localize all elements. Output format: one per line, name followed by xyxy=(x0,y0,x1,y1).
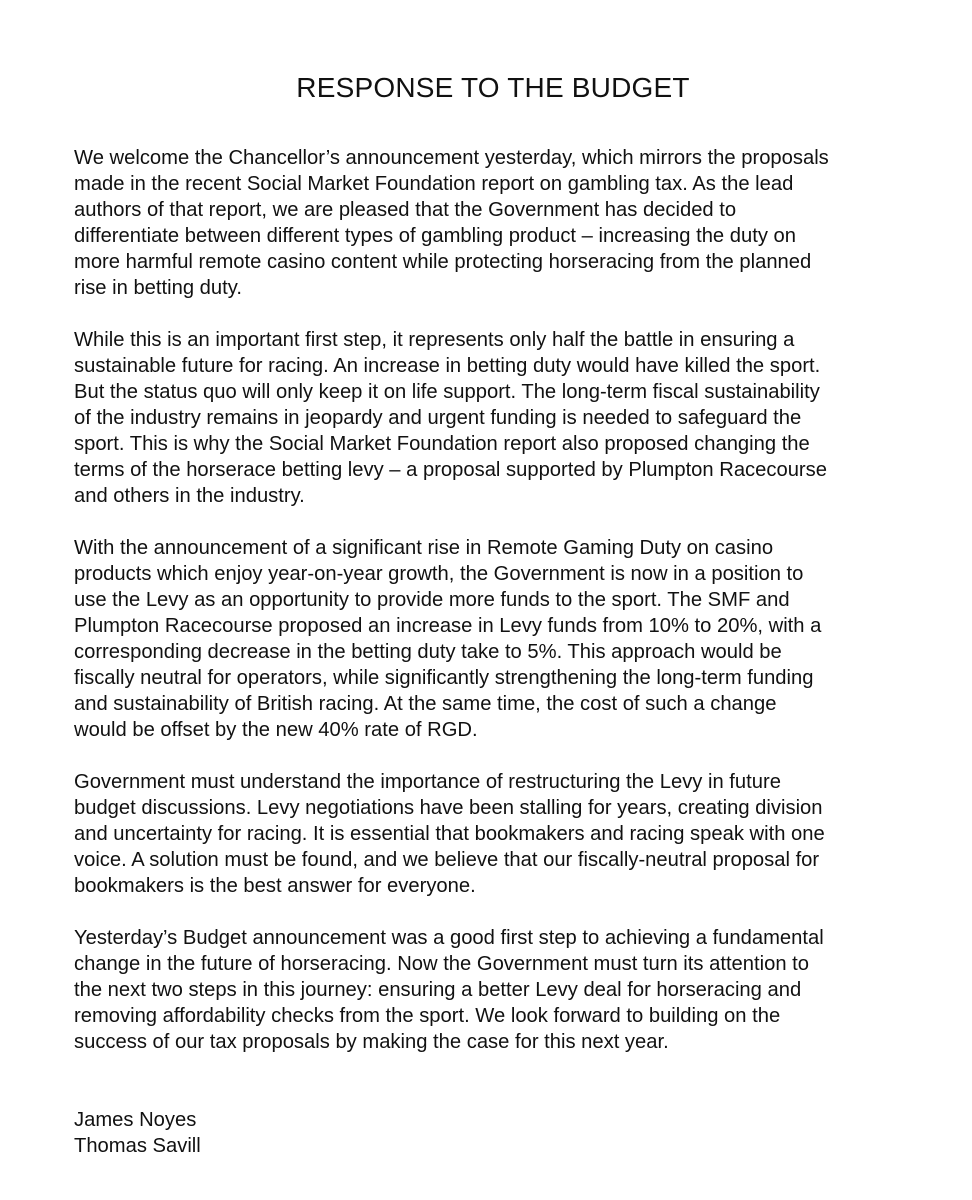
paragraph-line: removing affordability checks from the sport. We look forward to building on the xyxy=(74,1005,781,1027)
document-body xyxy=(74,145,912,1055)
paragraph-line: bookmakers is the best answer for everyone. xyxy=(74,875,476,897)
paragraph-line: differentiate between different types of gambling product – increasing the duty on xyxy=(74,225,796,247)
paragraph-line: authors of that report, we are pleased that the Government has decided to xyxy=(74,199,737,221)
paragraph-line: With the announcement of a significant rise in Remote Gaming Duty on casino xyxy=(74,537,774,559)
paragraph-next-steps xyxy=(74,925,912,1055)
paragraph-line: the next two steps in this journey: ensuring a better Levy deal for horseracing and xyxy=(74,979,802,1001)
paragraph-line: voice. A solution must be found, and we believe that our fiscally-neutral proposal for xyxy=(74,849,820,871)
paragraph-line: products which enjoy year-on-year growth, the Government is now in a position to xyxy=(74,563,804,585)
paragraph-line: terms of the horserace betting levy – a proposal supported by Plumpton Racecourse xyxy=(74,459,827,481)
signatory-name: Thomas Savill xyxy=(74,1135,201,1157)
paragraph-remote-gaming-duty xyxy=(74,535,912,743)
paragraph-line: corresponding decrease in the betting duty take to 5%. This approach would be xyxy=(74,641,782,663)
paragraph-line: We welcome the Chancellor’s announcement yesterday, which mirrors the proposals xyxy=(74,147,829,169)
signature-block xyxy=(74,1107,912,1159)
paragraph-line: of the industry remains in jeopardy and urgent funding is needed to safeguard the xyxy=(74,407,802,429)
paragraph-first-step xyxy=(74,327,912,509)
paragraph-line: budget discussions. Levy negotiations have been stalling for years, creating division xyxy=(74,797,823,819)
paragraph-levy-restructuring xyxy=(74,769,912,899)
paragraph-line: But the status quo will only keep it on life support. The long-term fiscal sustainability xyxy=(74,381,820,403)
paragraph-line: use the Levy as an opportunity to provide more funds to the sport. The SMF and xyxy=(74,589,790,611)
paragraph-line: and sustainability of British racing. At the same time, the cost of such a change xyxy=(74,693,777,715)
paragraph-line: made in the recent Social Market Foundation report on gambling tax. As the lead xyxy=(74,173,794,195)
paragraph-line: and uncertainty for racing. It is essential that bookmakers and racing speak with one xyxy=(74,823,825,845)
paragraph-line: success of our tax proposals by making the case for this next year. xyxy=(74,1031,669,1053)
paragraph-line: more harmful remote casino content while protecting horseracing from the planned xyxy=(74,251,812,273)
paragraph-line: sustainable future for racing. An increase in betting duty would have killed the sport. xyxy=(74,355,821,377)
paragraph-line: While this is an important first step, it represents only half the battle in ensuring a xyxy=(74,329,795,351)
paragraph-line: change in the future of horseracing. Now the Government must turn its attention to xyxy=(74,953,810,975)
document-title: RESPONSE TO THE BUDGET xyxy=(296,72,690,103)
paragraph-line: sport. This is why the Social Market Foundation report also proposed changing the xyxy=(74,433,810,455)
paragraph-line: rise in betting duty. xyxy=(74,277,242,299)
paragraph-line: and others in the industry. xyxy=(74,485,305,507)
paragraph-line: Plumpton Racecourse proposed an increase in Levy funds from 10% to 20%, with a xyxy=(74,615,822,637)
signatory-name: James Noyes xyxy=(74,1109,197,1131)
paragraph-line: Yesterday’s Budget announcement was a good first step to achieving a fundamental xyxy=(74,927,824,949)
paragraph-line: Government must understand the importance of restructuring the Levy in future xyxy=(74,771,781,793)
paragraph-line: fiscally neutral for operators, while significantly strengthening the long-term funding xyxy=(74,667,814,689)
paragraph-welcome xyxy=(74,145,912,301)
paragraph-line: would be offset by the new 40% rate of RGD. xyxy=(74,719,478,741)
